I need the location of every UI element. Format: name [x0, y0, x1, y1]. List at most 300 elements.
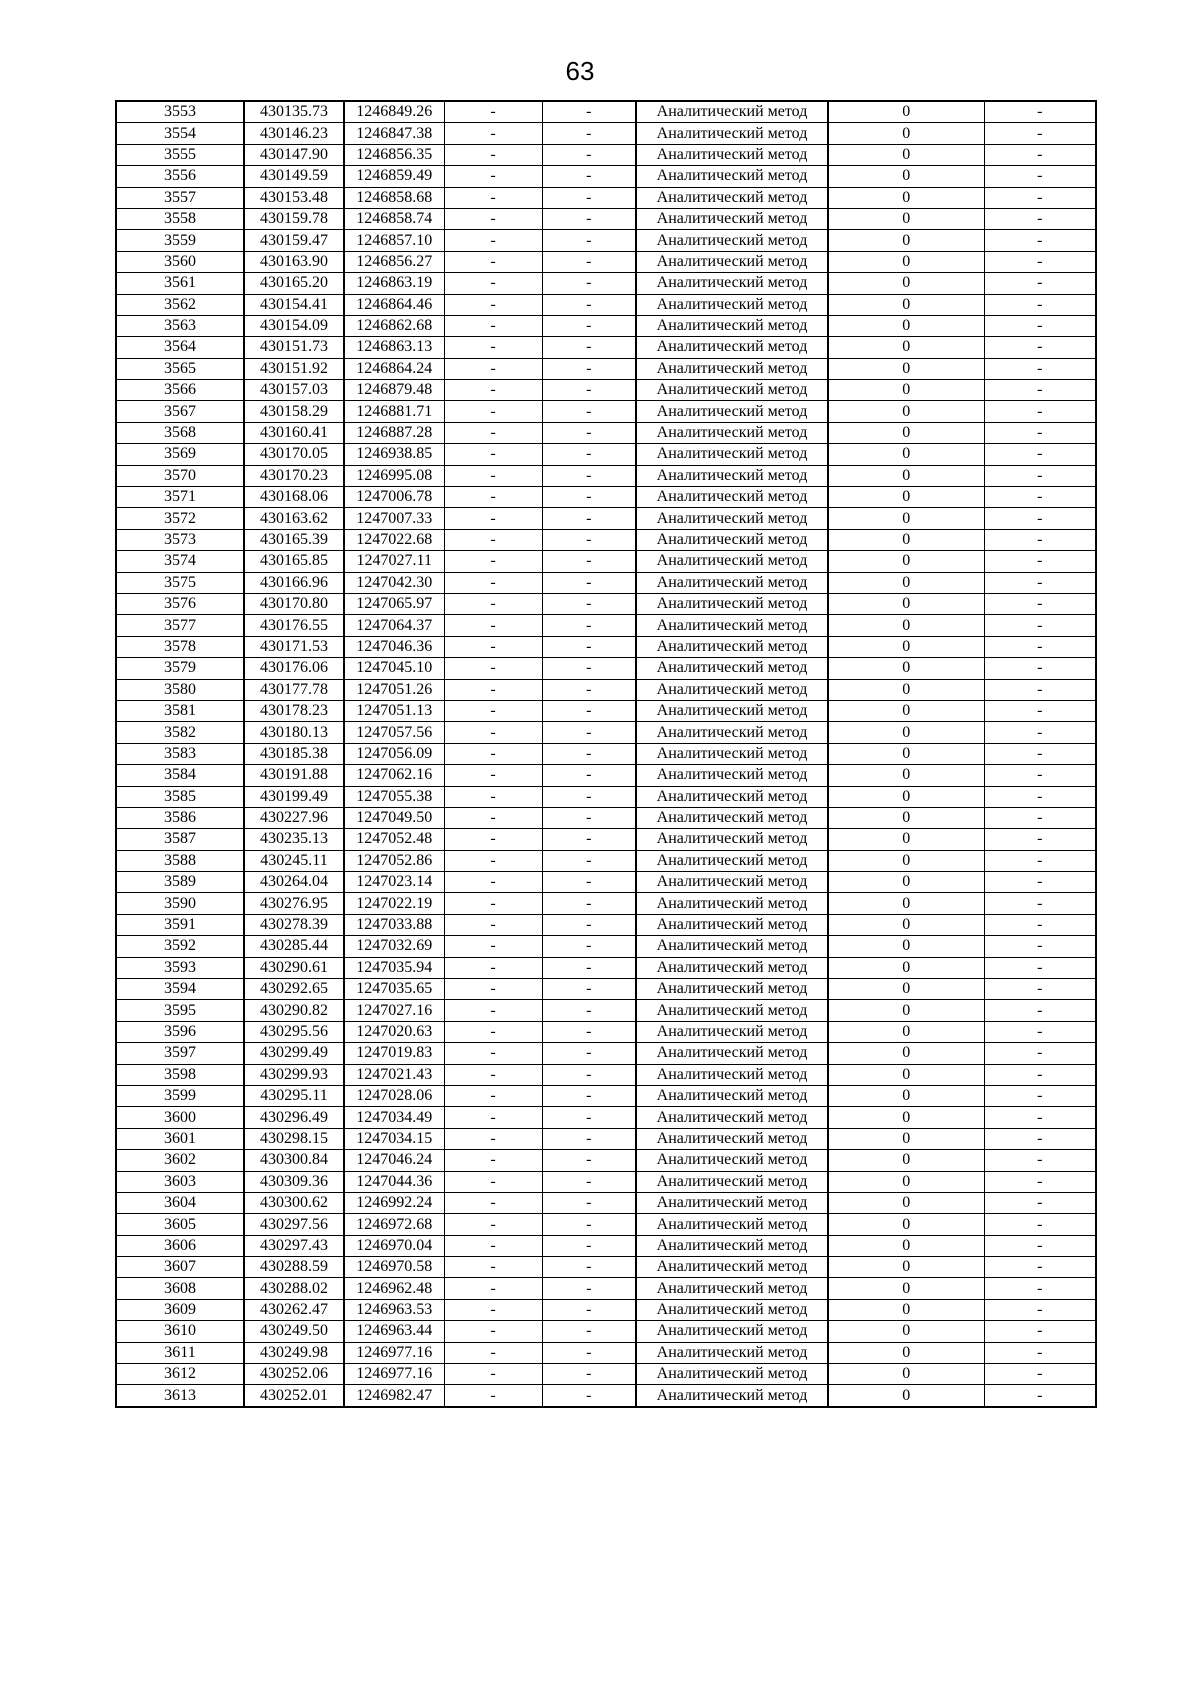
value-cell: 0: [828, 1342, 984, 1363]
method-cell: Аналитический метод: [636, 979, 828, 1000]
dash-cell: -: [542, 187, 636, 208]
value-cell: 0: [828, 508, 984, 529]
coordinates-table: [115, 100, 1097, 1408]
dash-cell: -: [984, 936, 1096, 957]
point-number-cell: 3563: [116, 315, 244, 336]
dash-cell: -: [444, 465, 542, 486]
x-coordinate-cell: 430300.62: [244, 1192, 344, 1213]
dash-cell: -: [542, 786, 636, 807]
dash-cell: -: [444, 1085, 542, 1106]
point-number-cell: 3582: [116, 722, 244, 743]
point-number-cell: 3595: [116, 1000, 244, 1021]
dash-cell: -: [444, 765, 542, 786]
y-coordinate-cell: 1247055.38: [344, 786, 444, 807]
dash-cell: -: [542, 208, 636, 229]
x-coordinate-cell: 430153.48: [244, 187, 344, 208]
method-cell: Аналитический метод: [636, 251, 828, 272]
dash-cell: -: [984, 658, 1096, 679]
value-cell: 0: [828, 893, 984, 914]
x-coordinate-cell: 430178.23: [244, 700, 344, 721]
dash-cell: -: [542, 1000, 636, 1021]
y-coordinate-cell: 1246995.08: [344, 465, 444, 486]
dash-cell: -: [444, 615, 542, 636]
dash-cell: -: [444, 957, 542, 978]
dash-cell: -: [444, 1021, 542, 1042]
point-number-cell: 3574: [116, 551, 244, 572]
x-coordinate-cell: 430288.02: [244, 1278, 344, 1299]
table-row: [116, 1085, 1096, 1106]
y-coordinate-cell: 1247045.10: [344, 658, 444, 679]
method-cell: Аналитический метод: [636, 101, 828, 123]
table-row: [116, 508, 1096, 529]
dash-cell: -: [984, 636, 1096, 657]
dash-cell: -: [542, 123, 636, 144]
dash-cell: -: [984, 1299, 1096, 1320]
point-number-cell: 3605: [116, 1214, 244, 1235]
point-number-cell: 3560: [116, 251, 244, 272]
y-coordinate-cell: 1247006.78: [344, 487, 444, 508]
value-cell: 0: [828, 273, 984, 294]
y-coordinate-cell: 1246864.24: [344, 358, 444, 379]
y-coordinate-cell: 1247034.15: [344, 1128, 444, 1149]
dash-cell: -: [984, 872, 1096, 893]
dash-cell: -: [542, 1385, 636, 1407]
table-row: [116, 1299, 1096, 1320]
y-coordinate-cell: 1246858.74: [344, 208, 444, 229]
point-number-cell: 3604: [116, 1192, 244, 1213]
method-cell: Аналитический метод: [636, 529, 828, 550]
point-number-cell: 3591: [116, 914, 244, 935]
y-coordinate-cell: 1247022.68: [344, 529, 444, 550]
value-cell: 0: [828, 1364, 984, 1385]
dash-cell: -: [444, 187, 542, 208]
point-number-cell: 3585: [116, 786, 244, 807]
method-cell: Аналитический метод: [636, 230, 828, 251]
value-cell: 0: [828, 679, 984, 700]
dash-cell: -: [542, 936, 636, 957]
point-number-cell: 3594: [116, 979, 244, 1000]
y-coordinate-cell: 1247064.37: [344, 615, 444, 636]
x-coordinate-cell: 430146.23: [244, 123, 344, 144]
dash-cell: -: [984, 593, 1096, 614]
dash-cell: -: [984, 358, 1096, 379]
dash-cell: -: [984, 1171, 1096, 1192]
dash-cell: -: [984, 101, 1096, 123]
x-coordinate-cell: 430166.96: [244, 572, 344, 593]
x-coordinate-cell: 430245.11: [244, 850, 344, 871]
dash-cell: -: [542, 337, 636, 358]
method-cell: Аналитический метод: [636, 123, 828, 144]
point-number-cell: 3601: [116, 1128, 244, 1149]
table-row: [116, 786, 1096, 807]
dash-cell: -: [444, 123, 542, 144]
point-number-cell: 3561: [116, 273, 244, 294]
dash-cell: -: [444, 1171, 542, 1192]
x-coordinate-cell: 430297.56: [244, 1214, 344, 1235]
dash-cell: -: [984, 401, 1096, 422]
dash-cell: -: [444, 1299, 542, 1320]
y-coordinate-cell: 1247027.16: [344, 1000, 444, 1021]
value-cell: 0: [828, 1321, 984, 1342]
value-cell: 0: [828, 465, 984, 486]
value-cell: 0: [828, 187, 984, 208]
dash-cell: -: [542, 1021, 636, 1042]
dash-cell: -: [444, 1235, 542, 1256]
method-cell: Аналитический метод: [636, 765, 828, 786]
x-coordinate-cell: 430154.41: [244, 294, 344, 315]
dash-cell: -: [542, 529, 636, 550]
table-row: [116, 765, 1096, 786]
dash-cell: -: [542, 1299, 636, 1320]
dash-cell: -: [542, 914, 636, 935]
point-number-cell: 3611: [116, 1342, 244, 1363]
dash-cell: -: [444, 273, 542, 294]
x-coordinate-cell: 430154.09: [244, 315, 344, 336]
dash-cell: -: [984, 380, 1096, 401]
y-coordinate-cell: 1247007.33: [344, 508, 444, 529]
method-cell: Аналитический метод: [636, 1064, 828, 1085]
point-number-cell: 3590: [116, 893, 244, 914]
y-coordinate-cell: 1246977.16: [344, 1364, 444, 1385]
dash-cell: -: [984, 508, 1096, 529]
dash-cell: -: [984, 1107, 1096, 1128]
dash-cell: -: [984, 722, 1096, 743]
dash-cell: -: [542, 422, 636, 443]
dash-cell: -: [444, 700, 542, 721]
dash-cell: -: [984, 1150, 1096, 1171]
y-coordinate-cell: 1247019.83: [344, 1043, 444, 1064]
dash-cell: -: [984, 1257, 1096, 1278]
method-cell: Аналитический метод: [636, 658, 828, 679]
value-cell: 0: [828, 700, 984, 721]
table-row: [116, 401, 1096, 422]
table-row: [116, 1214, 1096, 1235]
dash-cell: -: [984, 230, 1096, 251]
point-number-cell: 3572: [116, 508, 244, 529]
x-coordinate-cell: 430180.13: [244, 722, 344, 743]
y-coordinate-cell: 1246963.44: [344, 1321, 444, 1342]
table-row: [116, 936, 1096, 957]
table-row: [116, 1107, 1096, 1128]
table-row: [116, 893, 1096, 914]
dash-cell: -: [444, 401, 542, 422]
method-cell: Аналитический метод: [636, 508, 828, 529]
dash-cell: -: [444, 315, 542, 336]
dash-cell: -: [444, 251, 542, 272]
method-cell: Аналитический метод: [636, 1150, 828, 1171]
value-cell: 0: [828, 337, 984, 358]
value-cell: 0: [828, 380, 984, 401]
point-number-cell: 3580: [116, 679, 244, 700]
dash-cell: -: [444, 1064, 542, 1085]
x-coordinate-cell: 430299.49: [244, 1043, 344, 1064]
dash-cell: -: [444, 1257, 542, 1278]
y-coordinate-cell: 1246879.48: [344, 380, 444, 401]
dash-cell: -: [984, 1235, 1096, 1256]
value-cell: 0: [828, 850, 984, 871]
x-coordinate-cell: 430165.85: [244, 551, 344, 572]
point-number-cell: 3606: [116, 1235, 244, 1256]
method-cell: Аналитический метод: [636, 551, 828, 572]
dash-cell: -: [984, 1064, 1096, 1085]
method-cell: Аналитический метод: [636, 700, 828, 721]
dash-cell: -: [984, 957, 1096, 978]
method-cell: Аналитический метод: [636, 1257, 828, 1278]
point-number-cell: 3587: [116, 829, 244, 850]
point-number-cell: 3603: [116, 1171, 244, 1192]
value-cell: 0: [828, 401, 984, 422]
x-coordinate-cell: 430159.47: [244, 230, 344, 251]
method-cell: Аналитический метод: [636, 1321, 828, 1342]
y-coordinate-cell: 1247035.94: [344, 957, 444, 978]
table-row: [116, 1128, 1096, 1149]
method-cell: Аналитический метод: [636, 358, 828, 379]
y-coordinate-cell: 1247021.43: [344, 1064, 444, 1085]
value-cell: 0: [828, 208, 984, 229]
dash-cell: -: [542, 230, 636, 251]
dash-cell: -: [542, 1278, 636, 1299]
point-number-cell: 3570: [116, 465, 244, 486]
y-coordinate-cell: 1247035.65: [344, 979, 444, 1000]
dash-cell: -: [542, 722, 636, 743]
y-coordinate-cell: 1247062.16: [344, 765, 444, 786]
y-coordinate-cell: 1247033.88: [344, 914, 444, 935]
method-cell: Аналитический метод: [636, 572, 828, 593]
method-cell: Аналитический метод: [636, 850, 828, 871]
dash-cell: -: [542, 508, 636, 529]
point-number-cell: 3573: [116, 529, 244, 550]
x-coordinate-cell: 430285.44: [244, 936, 344, 957]
method-cell: Аналитический метод: [636, 1043, 828, 1064]
dash-cell: -: [542, 743, 636, 764]
y-coordinate-cell: 1247051.26: [344, 679, 444, 700]
method-cell: Аналитический метод: [636, 444, 828, 465]
method-cell: Аналитический метод: [636, 593, 828, 614]
dash-cell: -: [984, 465, 1096, 486]
value-cell: 0: [828, 743, 984, 764]
dash-cell: -: [542, 1192, 636, 1213]
method-cell: Аналитический метод: [636, 957, 828, 978]
value-cell: 0: [828, 829, 984, 850]
dash-cell: -: [542, 551, 636, 572]
table-body: [116, 101, 1096, 1407]
method-cell: Аналитический метод: [636, 722, 828, 743]
dash-cell: -: [444, 337, 542, 358]
dash-cell: -: [984, 315, 1096, 336]
value-cell: 0: [828, 1171, 984, 1192]
dash-cell: -: [984, 979, 1096, 1000]
table-row: [116, 914, 1096, 935]
dash-cell: -: [444, 679, 542, 700]
x-coordinate-cell: 430165.20: [244, 273, 344, 294]
dash-cell: -: [984, 1364, 1096, 1385]
table-row: [116, 358, 1096, 379]
dash-cell: -: [542, 700, 636, 721]
dash-cell: -: [444, 358, 542, 379]
value-cell: 0: [828, 658, 984, 679]
table-row: [116, 166, 1096, 187]
dash-cell: -: [444, 166, 542, 187]
table-row: [116, 551, 1096, 572]
dash-cell: -: [444, 872, 542, 893]
value-cell: 0: [828, 487, 984, 508]
dash-cell: -: [984, 487, 1096, 508]
method-cell: Аналитический метод: [636, 872, 828, 893]
table-row: [116, 1021, 1096, 1042]
dash-cell: -: [984, 893, 1096, 914]
x-coordinate-cell: 430158.29: [244, 401, 344, 422]
dash-cell: -: [444, 1128, 542, 1149]
method-cell: Аналитический метод: [636, 380, 828, 401]
dash-cell: -: [984, 187, 1096, 208]
method-cell: Аналитический метод: [636, 1107, 828, 1128]
table-row: [116, 465, 1096, 486]
y-coordinate-cell: 1246982.47: [344, 1385, 444, 1407]
x-coordinate-cell: 430159.78: [244, 208, 344, 229]
x-coordinate-cell: 430165.39: [244, 529, 344, 550]
point-number-cell: 3610: [116, 1321, 244, 1342]
x-coordinate-cell: 430171.53: [244, 636, 344, 657]
point-number-cell: 3592: [116, 936, 244, 957]
value-cell: 0: [828, 1064, 984, 1085]
point-number-cell: 3562: [116, 294, 244, 315]
y-coordinate-cell: 1247049.50: [344, 807, 444, 828]
dash-cell: -: [542, 1064, 636, 1085]
dash-cell: -: [984, 786, 1096, 807]
method-cell: Аналитический метод: [636, 273, 828, 294]
dash-cell: -: [444, 1385, 542, 1407]
method-cell: Аналитический метод: [636, 1085, 828, 1106]
dash-cell: -: [444, 936, 542, 957]
x-coordinate-cell: 430170.05: [244, 444, 344, 465]
table-row: [116, 1064, 1096, 1085]
value-cell: 0: [828, 358, 984, 379]
method-cell: Аналитический метод: [636, 1299, 828, 1320]
method-cell: Аналитический метод: [636, 743, 828, 764]
x-coordinate-cell: 430163.90: [244, 251, 344, 272]
method-cell: Аналитический метод: [636, 829, 828, 850]
x-coordinate-cell: 430249.50: [244, 1321, 344, 1342]
value-cell: 0: [828, 1299, 984, 1320]
value-cell: 0: [828, 230, 984, 251]
dash-cell: -: [542, 487, 636, 508]
method-cell: Аналитический метод: [636, 1192, 828, 1213]
table-row: [116, 273, 1096, 294]
y-coordinate-cell: 1247042.30: [344, 572, 444, 593]
method-cell: Аналитический метод: [636, 487, 828, 508]
y-coordinate-cell: 1247046.24: [344, 1150, 444, 1171]
dash-cell: -: [444, 979, 542, 1000]
dash-cell: -: [444, 1150, 542, 1171]
dash-cell: -: [984, 807, 1096, 828]
table-row: [116, 101, 1096, 123]
dash-cell: -: [542, 807, 636, 828]
table-row: [116, 743, 1096, 764]
y-coordinate-cell: 1246887.28: [344, 422, 444, 443]
table-row: [116, 444, 1096, 465]
point-number-cell: 3567: [116, 401, 244, 422]
dash-cell: -: [984, 551, 1096, 572]
y-coordinate-cell: 1247044.36: [344, 1171, 444, 1192]
point-number-cell: 3579: [116, 658, 244, 679]
table-row: [116, 380, 1096, 401]
table-row: [116, 529, 1096, 550]
y-coordinate-cell: 1247028.06: [344, 1085, 444, 1106]
dash-cell: -: [542, 358, 636, 379]
value-cell: 0: [828, 551, 984, 572]
point-number-cell: 3597: [116, 1043, 244, 1064]
value-cell: 0: [828, 979, 984, 1000]
dash-cell: -: [444, 1364, 542, 1385]
method-cell: Аналитический метод: [636, 187, 828, 208]
dash-cell: -: [984, 850, 1096, 871]
method-cell: Аналитический метод: [636, 208, 828, 229]
y-coordinate-cell: 1246992.24: [344, 1192, 444, 1213]
x-coordinate-cell: 430177.78: [244, 679, 344, 700]
value-cell: 0: [828, 936, 984, 957]
table-row: [116, 337, 1096, 358]
dash-cell: -: [542, 615, 636, 636]
x-coordinate-cell: 430264.04: [244, 872, 344, 893]
dash-cell: -: [444, 572, 542, 593]
y-coordinate-cell: 1246862.68: [344, 315, 444, 336]
value-cell: 0: [828, 1235, 984, 1256]
dash-cell: -: [984, 1321, 1096, 1342]
method-cell: Аналитический метод: [636, 1364, 828, 1385]
point-number-cell: 3555: [116, 144, 244, 165]
dash-cell: -: [444, 101, 542, 123]
x-coordinate-cell: 430149.59: [244, 166, 344, 187]
value-cell: 0: [828, 1214, 984, 1235]
y-coordinate-cell: 1246970.04: [344, 1235, 444, 1256]
point-number-cell: 3578: [116, 636, 244, 657]
table-row: [116, 487, 1096, 508]
table-row: [116, 1043, 1096, 1064]
y-coordinate-cell: 1246864.46: [344, 294, 444, 315]
value-cell: 0: [828, 294, 984, 315]
dash-cell: -: [444, 1043, 542, 1064]
table-row: [116, 294, 1096, 315]
value-cell: 0: [828, 166, 984, 187]
dash-cell: -: [444, 829, 542, 850]
method-cell: Аналитический метод: [636, 1214, 828, 1235]
dash-cell: -: [444, 893, 542, 914]
y-coordinate-cell: 1246857.10: [344, 230, 444, 251]
point-number-cell: 3584: [116, 765, 244, 786]
table-row: [116, 829, 1096, 850]
x-coordinate-cell: 430249.98: [244, 1342, 344, 1363]
dash-cell: -: [444, 230, 542, 251]
dash-cell: -: [444, 1214, 542, 1235]
dash-cell: -: [444, 636, 542, 657]
point-number-cell: 3612: [116, 1364, 244, 1385]
value-cell: 0: [828, 593, 984, 614]
value-cell: 0: [828, 786, 984, 807]
point-number-cell: 3576: [116, 593, 244, 614]
table-row: [116, 1192, 1096, 1213]
method-cell: Аналитический метод: [636, 1235, 828, 1256]
table-row: [116, 1257, 1096, 1278]
dash-cell: -: [444, 743, 542, 764]
dash-cell: -: [984, 1342, 1096, 1363]
dash-cell: -: [444, 529, 542, 550]
table-row: [116, 208, 1096, 229]
dash-cell: -: [444, 508, 542, 529]
dash-cell: -: [542, 979, 636, 1000]
y-coordinate-cell: 1246962.48: [344, 1278, 444, 1299]
value-cell: 0: [828, 529, 984, 550]
table-row: [116, 1342, 1096, 1363]
